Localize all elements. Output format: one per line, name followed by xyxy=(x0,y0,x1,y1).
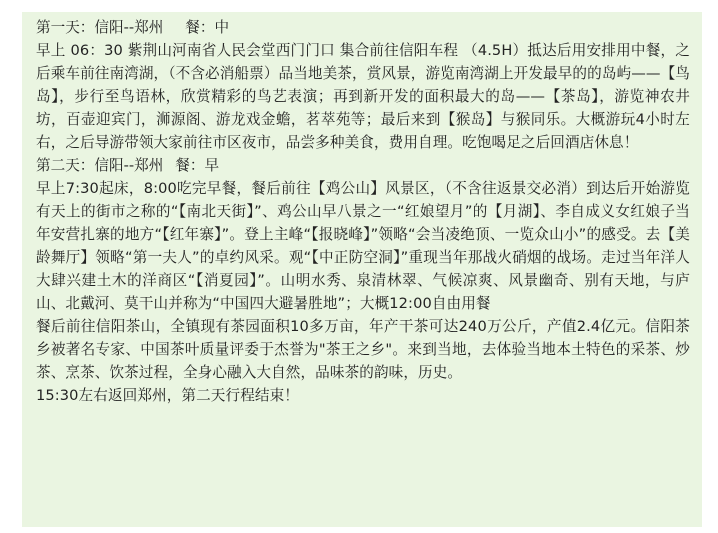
day1-heading xyxy=(36,16,690,39)
day1-title: 第一天：信阳--郑州 xyxy=(36,19,164,36)
day1-body: 早上 06：30 紫荆山河南省人民会堂西门门口 集合前往信阳车程 （4.5H）抵达后用安排用中餐，之后乘车前往南湾湖，（不含必消船票）品当地美茶，赏风景，游览南湾湖上开发最早的的岛屿——【鸟岛】，步行至鸟语林，欣赏精彩的鸟艺表演；再到新开发的面积最大的岛——【茶岛】，游览神农井坊，百壶迎宾门，浉源阁、游龙戏金蟾，茗萃苑等；最后来到【猴岛】与猴同乐。大概游玩4小时左右，之后导游带领大家前往市区夜市，品尝多种美食，费用自理。吃饱喝足之后回酒店休息！ xyxy=(36,42,690,151)
day2-title: 第二天：信阳--郑州 xyxy=(36,157,164,174)
day2-body-morning: 早上7:30起床，8:00吃完早餐，餐后前往【鸡公山】风景区，（不含往返景交必消）到达后开始游览有天上的街市之称的“【南北天街】”、鸡公山早八景之一“红娘望月”的【月湖】、李自成义女红娘子当年安营扎寨的地方“【红年寨】”。登上主峰“【报晓峰】”领略“会当凌绝顶、一览众山小”的感受。去【美龄舞厅】领略“第一夫人”的卓约风采。观“【中正防空洞】”重现当年那战火硝烟的战场。走过当年洋人大肆兴建土木的洋商区“【消夏园】”。山明水秀、泉清林翠、气候凉爽、风景幽奇、别有天地，与庐山、北戴河、莫干山并称为“中国四大避暑胜地”；大概12:00自由用餐 xyxy=(36,180,690,312)
itinerary-panel xyxy=(22,12,702,527)
day1-meal: 餐：中 xyxy=(185,19,230,36)
day2-meal: 餐：早 xyxy=(175,157,220,174)
day2-body-afternoon: 餐后前往信阳茶山，全镇现有茶园面积10多万亩，年产干茶可达240万公斤，产值2.4亿元。信阳茶乡被著名专家、中国茶叶质量评委于杰誉为"茶王之乡"。来到当地，去体验当地本土特色的采茶、炒茶、烹茶、饮茶过程，全身心融入大自然，品味茶的韵味，历史。 xyxy=(36,318,690,381)
day2-body-return: 15:30左右返回郑州，第二天行程结束！ xyxy=(36,387,299,404)
day2-heading xyxy=(36,154,690,177)
